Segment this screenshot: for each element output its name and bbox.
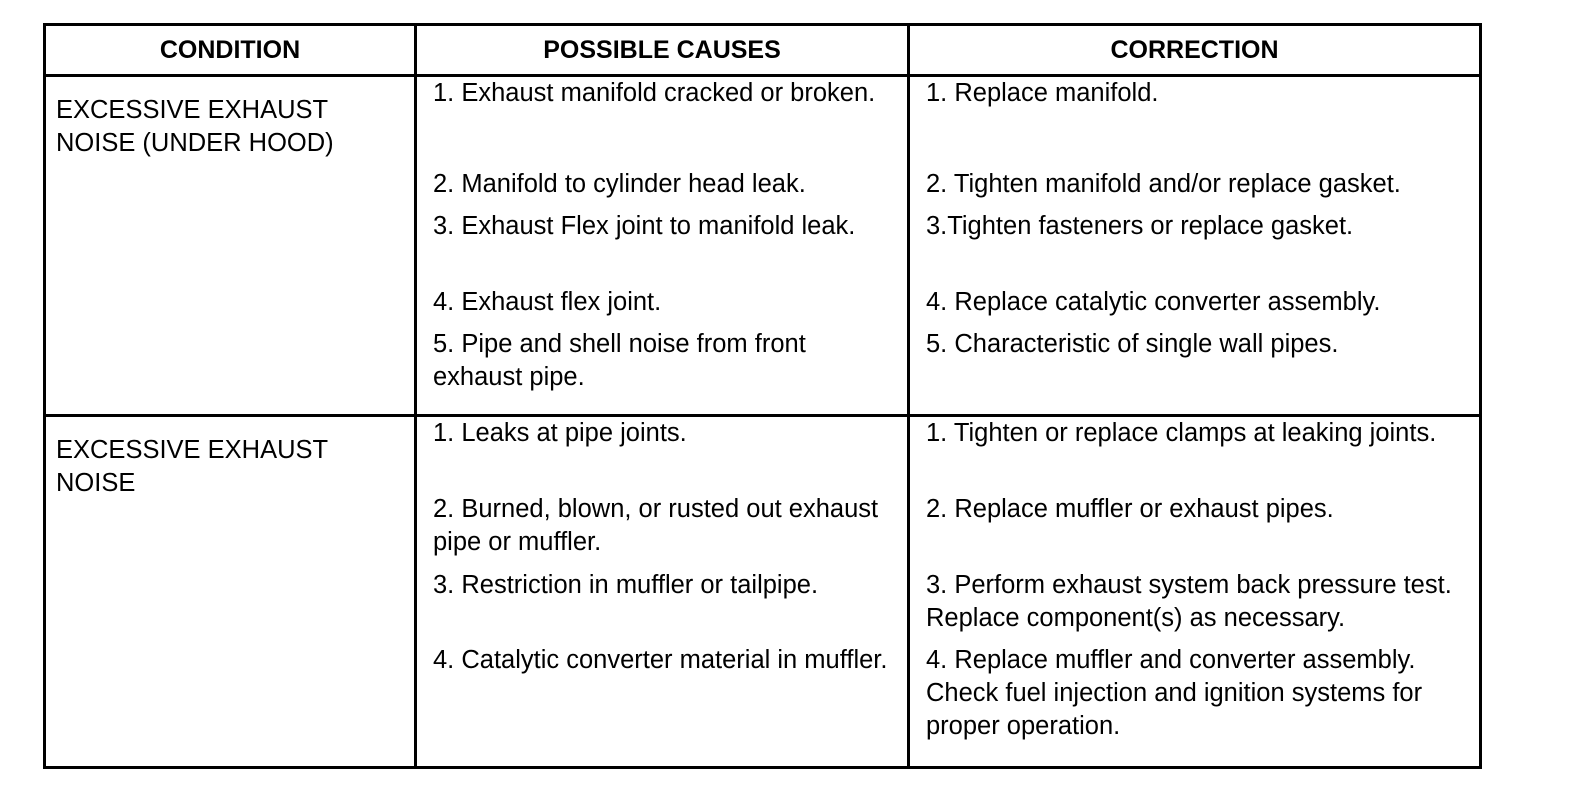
causes-cell	[416, 76, 909, 416]
header-correction: CORRECTION	[909, 25, 1481, 76]
table-row	[45, 76, 1481, 416]
correction-item: 1. Replace manifold.	[926, 79, 1159, 107]
correction-cell	[909, 76, 1481, 416]
condition-cell	[45, 416, 416, 768]
cause-item: 3. Exhaust Flex joint to manifold leak.	[433, 212, 856, 240]
correction-item: 4. Replace muffler and converter assembly. Check fuel injection and ignition systems for proper operation.	[926, 646, 1423, 740]
header-possible-causes: POSSIBLE CAUSES	[416, 25, 909, 76]
correction-cell	[909, 416, 1481, 768]
table-row	[45, 416, 1481, 768]
correction-item: 4. Replace catalytic converter assembly.	[926, 288, 1381, 316]
condition-text: EXCESSIVE EXHAUST NOISE (UNDER HOOD)	[56, 96, 334, 157]
correction-item: 3. Perform exhaust system back pressure test. Replace component(s) as necessary.	[926, 571, 1452, 632]
correction-item: 2. Tighten manifold and/or replace gasket.	[926, 170, 1401, 198]
header-row	[45, 25, 1481, 76]
cause-item: 4. Catalytic converter material in muffler.	[433, 646, 888, 674]
correction-item: 5. Characteristic of single wall pipes.	[926, 330, 1339, 358]
cause-item: 1. Exhaust manifold cracked or broken.	[433, 79, 876, 107]
cause-item: 4. Exhaust flex joint.	[433, 288, 662, 316]
cause-item: 1. Leaks at pipe joints.	[433, 419, 687, 447]
condition-text: EXCESSIVE EXHAUST NOISE	[56, 436, 328, 497]
correction-item: 2. Replace muffler or exhaust pipes.	[926, 495, 1334, 523]
correction-item: 3.Tighten fasteners or replace gasket.	[926, 212, 1354, 240]
cause-item: 2. Manifold to cylinder head leak.	[433, 170, 806, 198]
correction-item: 1. Tighten or replace clamps at leaking joints.	[926, 419, 1437, 447]
causes-cell	[416, 416, 909, 768]
header-condition: CONDITION	[45, 25, 416, 76]
cause-item: 5. Pipe and shell noise from front exhaust pipe.	[433, 330, 806, 391]
cause-item: 3. Restriction in muffler or tailpipe.	[433, 571, 819, 599]
condition-cell	[45, 76, 416, 416]
diagnosis-table	[43, 23, 1482, 769]
cause-item: 2. Burned, blown, or rusted out exhaust pipe or muffler.	[433, 495, 879, 556]
